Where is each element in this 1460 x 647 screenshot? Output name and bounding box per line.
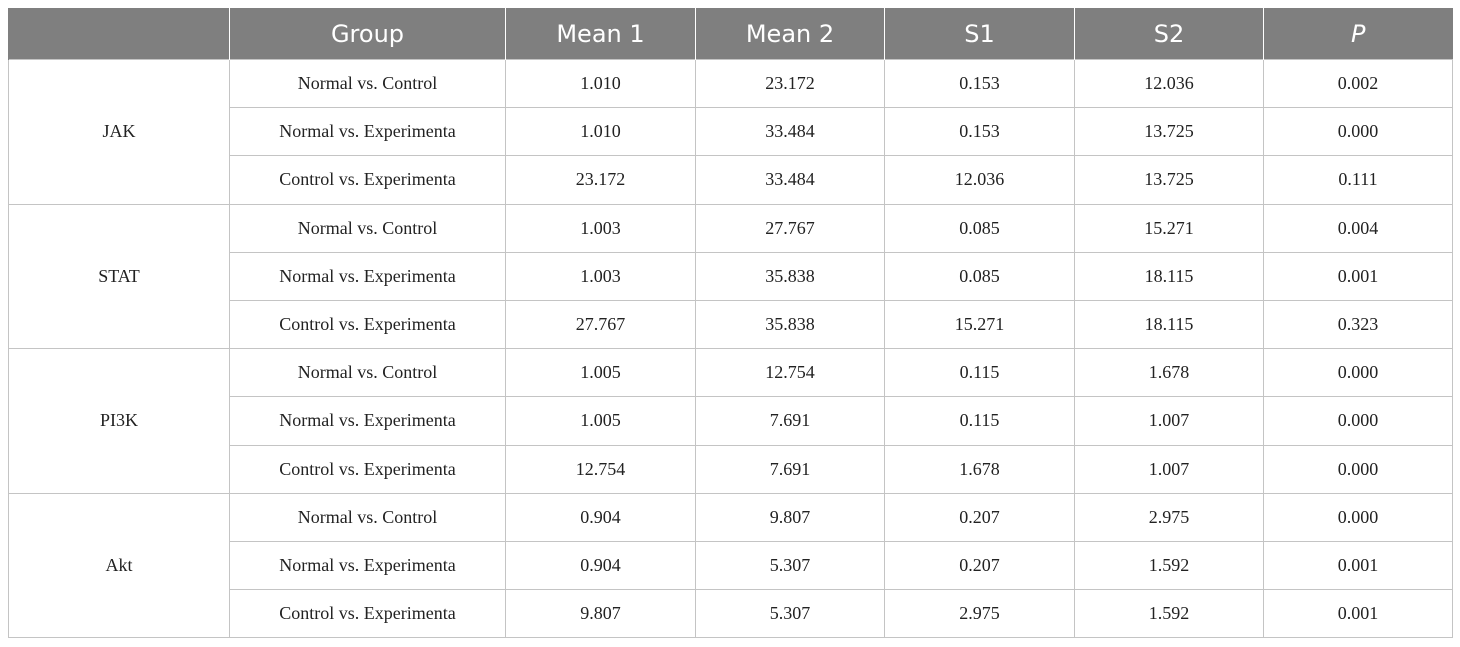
- mean-1-cell: 9.807: [506, 590, 696, 638]
- mean-1-cell: 1.003: [506, 204, 696, 252]
- s2-cell: 1.592: [1075, 541, 1264, 589]
- s1-cell: 0.153: [885, 60, 1075, 108]
- s2-cell: 12.036: [1075, 60, 1264, 108]
- p-value-cell: 0.002: [1264, 60, 1453, 108]
- group-cell: Normal vs. Experimenta: [230, 397, 506, 445]
- s1-cell: 2.975: [885, 590, 1075, 638]
- s1-cell: 15.271: [885, 300, 1075, 348]
- mean-2-cell: 23.172: [696, 60, 885, 108]
- header-mean-1: Mean 1: [506, 8, 696, 60]
- p-value-cell: 0.111: [1264, 156, 1453, 204]
- s2-cell: 1.007: [1075, 445, 1264, 493]
- s2-cell: 13.725: [1075, 108, 1264, 156]
- mean-1-cell: 1.005: [506, 349, 696, 397]
- table-row: [9, 204, 1453, 252]
- group-cell: Control vs. Experimenta: [230, 590, 506, 638]
- mean-1-cell: 0.904: [506, 493, 696, 541]
- p-value-cell: 0.323: [1264, 300, 1453, 348]
- group-cell: Normal vs. Control: [230, 493, 506, 541]
- s2-cell: 13.725: [1075, 156, 1264, 204]
- mean-2-cell: 5.307: [696, 590, 885, 638]
- header-mean-2: Mean 2: [696, 8, 885, 60]
- s2-cell: 15.271: [1075, 204, 1264, 252]
- header-group: Group: [230, 8, 506, 60]
- gene-cell: JAK: [9, 60, 230, 205]
- s1-cell: 1.678: [885, 445, 1075, 493]
- p-value-cell: 0.000: [1264, 349, 1453, 397]
- mean-2-cell: 7.691: [696, 445, 885, 493]
- s1-cell: 0.153: [885, 108, 1075, 156]
- table-row: [9, 60, 1453, 108]
- s2-cell: 1.678: [1075, 349, 1264, 397]
- s1-cell: 0.085: [885, 204, 1075, 252]
- header-s2: S2: [1075, 8, 1264, 60]
- gene-cell: PI3K: [9, 349, 230, 494]
- mean-2-cell: 33.484: [696, 156, 885, 204]
- header-row: [9, 8, 1453, 60]
- group-cell: Control vs. Experimenta: [230, 156, 506, 204]
- mean-2-cell: 5.307: [696, 541, 885, 589]
- table-row: [9, 493, 1453, 541]
- mean-2-cell: 27.767: [696, 204, 885, 252]
- s2-cell: 18.115: [1075, 300, 1264, 348]
- header-s1: S1: [885, 8, 1075, 60]
- mean-1-cell: 1.003: [506, 252, 696, 300]
- group-cell: Normal vs. Experimenta: [230, 252, 506, 300]
- p-value-cell: 0.001: [1264, 590, 1453, 638]
- mean-2-cell: 9.807: [696, 493, 885, 541]
- mean-1-cell: 12.754: [506, 445, 696, 493]
- s2-cell: 1.592: [1075, 590, 1264, 638]
- mean-2-cell: 33.484: [696, 108, 885, 156]
- group-cell: Normal vs. Control: [230, 204, 506, 252]
- group-cell: Control vs. Experimenta: [230, 300, 506, 348]
- s1-cell: 0.207: [885, 541, 1075, 589]
- mean-1-cell: 27.767: [506, 300, 696, 348]
- table-body: [9, 60, 1453, 638]
- p-value-cell: 0.000: [1264, 493, 1453, 541]
- mean-2-cell: 35.838: [696, 300, 885, 348]
- group-cell: Normal vs. Control: [230, 60, 506, 108]
- group-cell: Normal vs. Experimenta: [230, 541, 506, 589]
- mean-1-cell: 23.172: [506, 156, 696, 204]
- s1-cell: 0.115: [885, 349, 1075, 397]
- p-value-cell: 0.000: [1264, 445, 1453, 493]
- p-value-cell: 0.001: [1264, 252, 1453, 300]
- p-value-cell: 0.004: [1264, 204, 1453, 252]
- s1-cell: 0.085: [885, 252, 1075, 300]
- s2-cell: 1.007: [1075, 397, 1264, 445]
- gene-cell: STAT: [9, 204, 230, 349]
- table-header: [9, 8, 1453, 60]
- s2-cell: 18.115: [1075, 252, 1264, 300]
- mean-2-cell: 12.754: [696, 349, 885, 397]
- s1-cell: 12.036: [885, 156, 1075, 204]
- mean-1-cell: 1.005: [506, 397, 696, 445]
- gene-cell: Akt: [9, 493, 230, 638]
- results-table-container: [8, 8, 1452, 638]
- mean-2-cell: 35.838: [696, 252, 885, 300]
- s2-cell: 2.975: [1075, 493, 1264, 541]
- group-cell: Control vs. Experimenta: [230, 445, 506, 493]
- mean-1-cell: 1.010: [506, 60, 696, 108]
- table-row: [9, 349, 1453, 397]
- mean-1-cell: 1.010: [506, 108, 696, 156]
- header-p-value: P: [1264, 8, 1453, 60]
- mean-1-cell: 0.904: [506, 541, 696, 589]
- p-value-cell: 0.000: [1264, 397, 1453, 445]
- p-value-cell: 0.000: [1264, 108, 1453, 156]
- group-cell: Normal vs. Experimenta: [230, 108, 506, 156]
- s1-cell: 0.207: [885, 493, 1075, 541]
- p-value-cell: 0.001: [1264, 541, 1453, 589]
- header-gene: [9, 8, 230, 60]
- results-table: [8, 8, 1453, 638]
- group-cell: Normal vs. Control: [230, 349, 506, 397]
- s1-cell: 0.115: [885, 397, 1075, 445]
- mean-2-cell: 7.691: [696, 397, 885, 445]
